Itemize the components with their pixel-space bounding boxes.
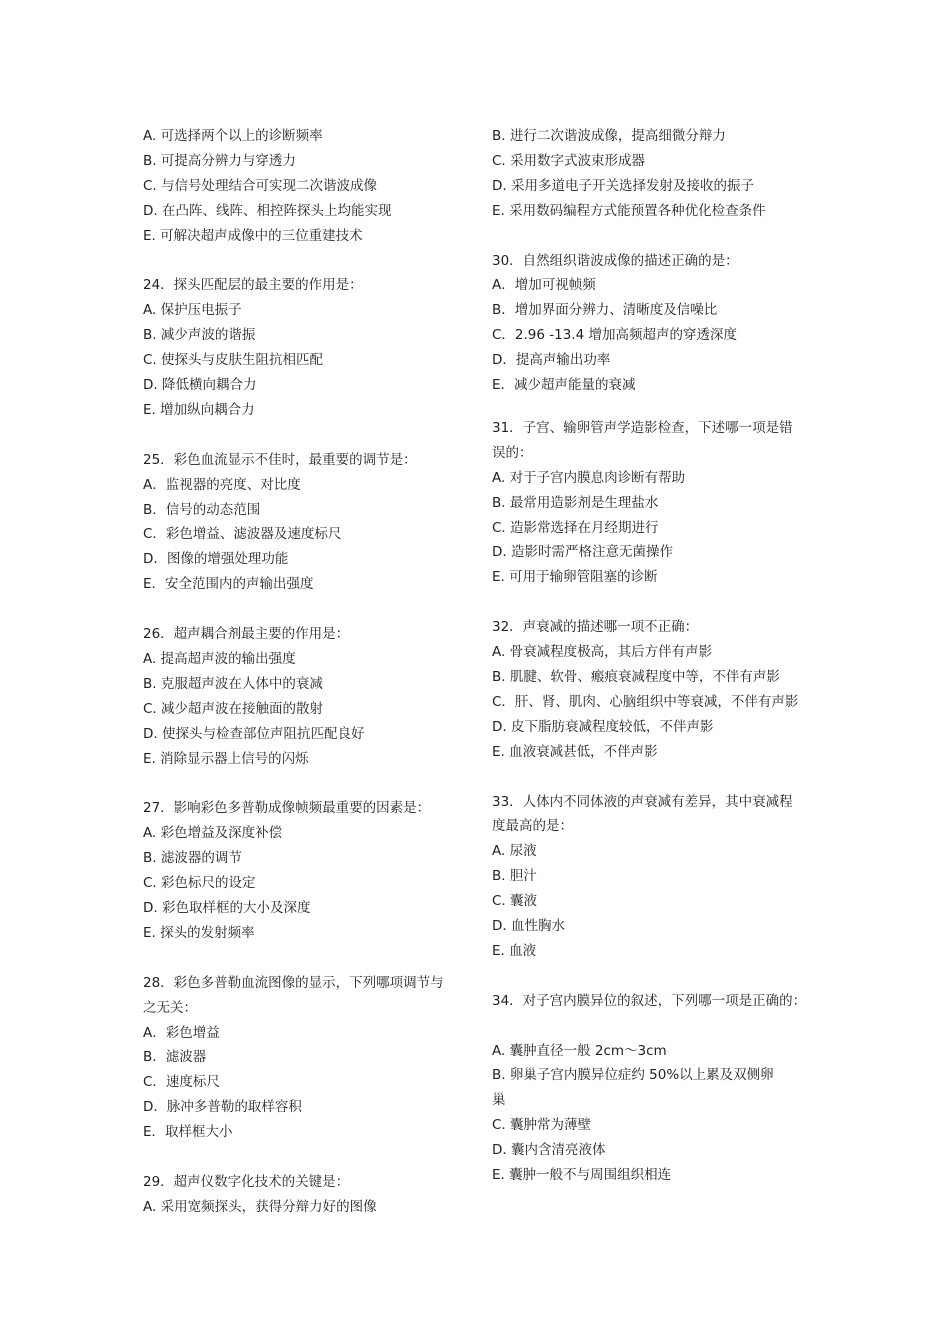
spacer <box>492 964 822 989</box>
q25-option-c: C．彩色增益、滤波器及速度标尺 <box>143 526 342 543</box>
q30-option-e: E．减少超声能量的衰减 <box>492 377 636 394</box>
q24-option-d: D. 降低横向耦合力 <box>143 377 257 394</box>
q24-option-c: C. 使探头与皮肤生阻抗相匹配 <box>143 352 324 369</box>
q24-option-e: E. 增加纵向耦合力 <box>143 401 255 418</box>
q34-option-b-continued: 巢 <box>492 1092 506 1109</box>
spacer <box>143 249 473 274</box>
q29-option-c: C. 采用数字式波束形成器 <box>492 152 646 169</box>
q28-option-b: B．滤波器 <box>143 1049 207 1066</box>
spacer <box>143 1145 473 1170</box>
q32-option-c: C．肝、肾、肌肉、心脑组织中等衰减，不伴有声影 <box>492 693 799 710</box>
spacer <box>143 946 473 971</box>
q26-option-d: D. 使探头与检查部位声阻抗匹配良好 <box>143 725 365 742</box>
q25-option-a: A．监视器的亮度、对比度 <box>143 476 301 493</box>
spacer <box>492 765 822 790</box>
q33-option-e: E. 血液 <box>492 942 537 959</box>
q34-option-d: D. 囊内含清亮液体 <box>492 1142 606 1159</box>
spacer <box>492 398 822 416</box>
spacer <box>143 772 473 797</box>
q30-option-a: A．增加可视帧频 <box>492 277 596 294</box>
q32-option-b: B. 肌腱、软骨、瘢痕衰减程度中等，不伴有声影 <box>492 669 780 685</box>
q31-option-d: D. 造影时需严格注意无菌操作 <box>492 544 673 561</box>
spacer <box>492 590 822 615</box>
q25-option-b: B．信号的动态范围 <box>143 501 261 518</box>
q25-option-e: E．安全范围内的声输出强度 <box>143 576 314 593</box>
q27-option-b: B. 滤波器的调节 <box>143 850 242 867</box>
q31-option-a: A. 对于子宫内膜息肉诊断有帮助 <box>492 469 686 486</box>
q28-title-line2: 之无关： <box>143 999 197 1016</box>
q26-option-e: E. 消除显示器上信号的闪烁 <box>143 750 309 767</box>
q33-option-c: C. 囊液 <box>492 893 538 910</box>
q24-option-b: B. 减少声波的谐振 <box>143 327 256 344</box>
q28-option-e: E．取样框大小 <box>143 1124 233 1141</box>
q30-option-b: B．增加界面分辨力、清晰度及信噪比 <box>492 302 718 319</box>
spacer <box>143 423 473 448</box>
q23-option-e: E. 可解决超声成像中的三位重建技术 <box>143 227 363 244</box>
q31-option-b: B. 最常用造影剂是生理盐水 <box>492 494 659 511</box>
q34-option-a: A. 囊肿直径一般 2cm～3cm <box>492 1042 667 1059</box>
q28-title-line1: 28．彩色多普勒血流图像的显示，下列哪项调节与 <box>143 974 444 991</box>
q33-option-a: A. 尿液 <box>492 843 537 860</box>
q30-option-c: C．2.96 -13.4 增加高频超声的穿透深度 <box>492 327 737 344</box>
q29-option-b: B. 进行二次谐波成像，提高细微分辩力 <box>492 128 726 144</box>
q34-option-c: C. 囊肿常为薄壁 <box>492 1117 592 1134</box>
spacer <box>143 597 473 622</box>
q32-option-d: D. 皮下脂肪衰减程度较低，不伴声影 <box>492 718 714 735</box>
q34-option-e: E. 囊肿一般不与周围组织相连 <box>492 1167 672 1184</box>
q24-option-a: A. 保护压电振子 <box>143 302 242 319</box>
q31-option-c: C. 造影常选择在月经期进行 <box>492 519 659 536</box>
q23-option-c: C. 与信号处理结合可实现二次谐波成像 <box>143 177 378 194</box>
q33-title-line2: 度最高的是： <box>492 818 573 835</box>
q26-option-b: B. 克服超声波在人体中的衰减 <box>143 675 323 692</box>
q28-option-a: A．彩色增益 <box>143 1024 220 1041</box>
q28-option-d: D．脉冲多普勒的取样容积 <box>143 1099 302 1116</box>
q29-title: 29．超声仪数字化技术的关键是： <box>143 1173 350 1190</box>
q32-option-e: E. 血液衰减甚低，不伴声影 <box>492 743 658 760</box>
right-column <box>492 124 822 1188</box>
spacer <box>492 224 822 249</box>
q30-option-d: D．提高声输出功率 <box>492 352 611 369</box>
q23-option-b: B. 可提高分辨力与穿透力 <box>143 152 296 169</box>
q32-option-a: A. 骨衰减程度极高，其后方伴有声影 <box>492 644 713 661</box>
q26-title: 26．超声耦合剂最主要的作用是： <box>143 626 350 643</box>
q26-option-c: C. 减少超声波在接触面的散射 <box>143 700 324 717</box>
q34-option-b: B. 卵巢子宫内膜异位症约 50%以上累及双侧卵 <box>492 1067 774 1084</box>
q29-option-a: A. 采用宽频探头，获得分辩力好的图像 <box>143 1198 377 1215</box>
q27-option-d: D. 彩色取样框的大小及深度 <box>143 900 311 917</box>
q23-option-a: A. 可选择两个以上的诊断频率 <box>143 128 323 144</box>
q27-title: 27．影响彩色多普勒成像帧频最重要的因素是： <box>143 800 431 817</box>
q33-option-d: D. 血性胸水 <box>492 918 565 935</box>
q25-title: 25．彩色血流显示不佳时，最重要的调节是： <box>143 451 417 468</box>
q34-title: 34．对子宫内膜异位的叙述，下列哪一项是正确的： <box>492 992 807 1009</box>
q31-title-line2: 误的： <box>492 444 533 461</box>
q31-option-e: E. 可用于输卵管阻塞的诊断 <box>492 569 658 586</box>
q33-option-b: B. 胆汁 <box>492 868 537 885</box>
left-column <box>143 124 473 1220</box>
q27-option-c: C. 彩色标尺的设定 <box>143 875 256 892</box>
spacer <box>492 1014 822 1039</box>
q29-option-e: E. 采用数码编程方式能预置各种优化检查条件 <box>492 202 766 219</box>
q26-option-a: A. 提高超声波的输出强度 <box>143 650 296 667</box>
q30-title: 30．自然组织谐波成像的描述正确的是： <box>492 252 739 269</box>
q28-option-c: C．速度标尺 <box>143 1074 220 1091</box>
q29-option-d: D. 采用多道电子开关选择发射及接收的振子 <box>492 177 754 194</box>
q31-title-line1: 31．子宫、输卵管声学造影检查，下述哪一项是错 <box>492 419 793 436</box>
q27-option-a: A. 彩色增益及深度补偿 <box>143 825 283 842</box>
q27-option-e: E. 探头的发射频率 <box>143 924 255 941</box>
q32-title: 32．声衰减的描述哪一项不正确： <box>492 619 699 636</box>
q23-option-d: D. 在凸阵、线阵、相控阵探头上均能实现 <box>143 202 392 219</box>
q25-option-d: D．图像的增强处理功能 <box>143 551 289 568</box>
q24-title: 24．探头匹配层的最主要的作用是： <box>143 277 363 294</box>
q33-title-line1: 33．人体内不同体液的声衰减有差异，其中衰减程 <box>492 793 793 810</box>
